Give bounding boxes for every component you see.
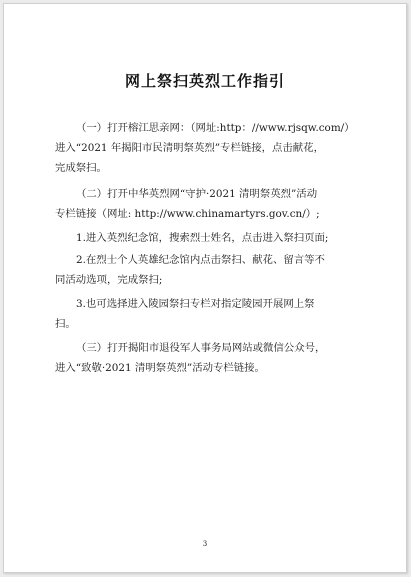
paragraph-line: 专栏链接（网址: http://www.chinamartyrs.gov.cn/）; [55,208,320,220]
paragraph-line: （三）打开揭阳市退役军人事务局网站或微信公众号， [76,342,326,354]
document-page [3,3,407,573]
paragraph-line: 扫。 [55,318,76,330]
paragraph-line: 1.进入英烈纪念馆，搜索烈士姓名，点击进入祭扫页面; [76,232,329,244]
page-title: 网上祭扫英烈工作指引 [124,72,285,90]
paragraph-2 [55,184,361,224]
paragraph-1 [55,118,361,178]
page-number: 3 [202,540,208,548]
paragraph-5 [55,294,361,334]
paragraph-line: （二）打开中华英烈网“守护·2021 清明祭英烈”活动 [76,188,318,200]
paragraph-line: 进入“2021 年揭阳市民清明祭英烈”专栏链接，点击献花， [55,142,324,154]
paragraph-line: （一）打开榕江思亲网：（网址:http：//www.rjsqw.com/） [76,122,355,134]
paragraph-3 [55,228,361,248]
paragraph-line: 进入“致敬·2021 清明祭英烈”活动专栏链接。 [55,362,265,374]
paragraph-6 [55,338,361,378]
paragraph-line: 同活动选项，完成祭扫; [55,274,163,286]
paragraph-line: 3.也可选择进入陵园祭扫专栏对指定陵园开展网上祭 [76,298,315,310]
paragraph-line: 2.在烈士个人英雄纪念馆内点击祭扫、献花、留言等不 [76,254,325,266]
paragraph-4 [55,250,361,290]
paragraph-line: 完成祭扫。 [55,162,107,174]
